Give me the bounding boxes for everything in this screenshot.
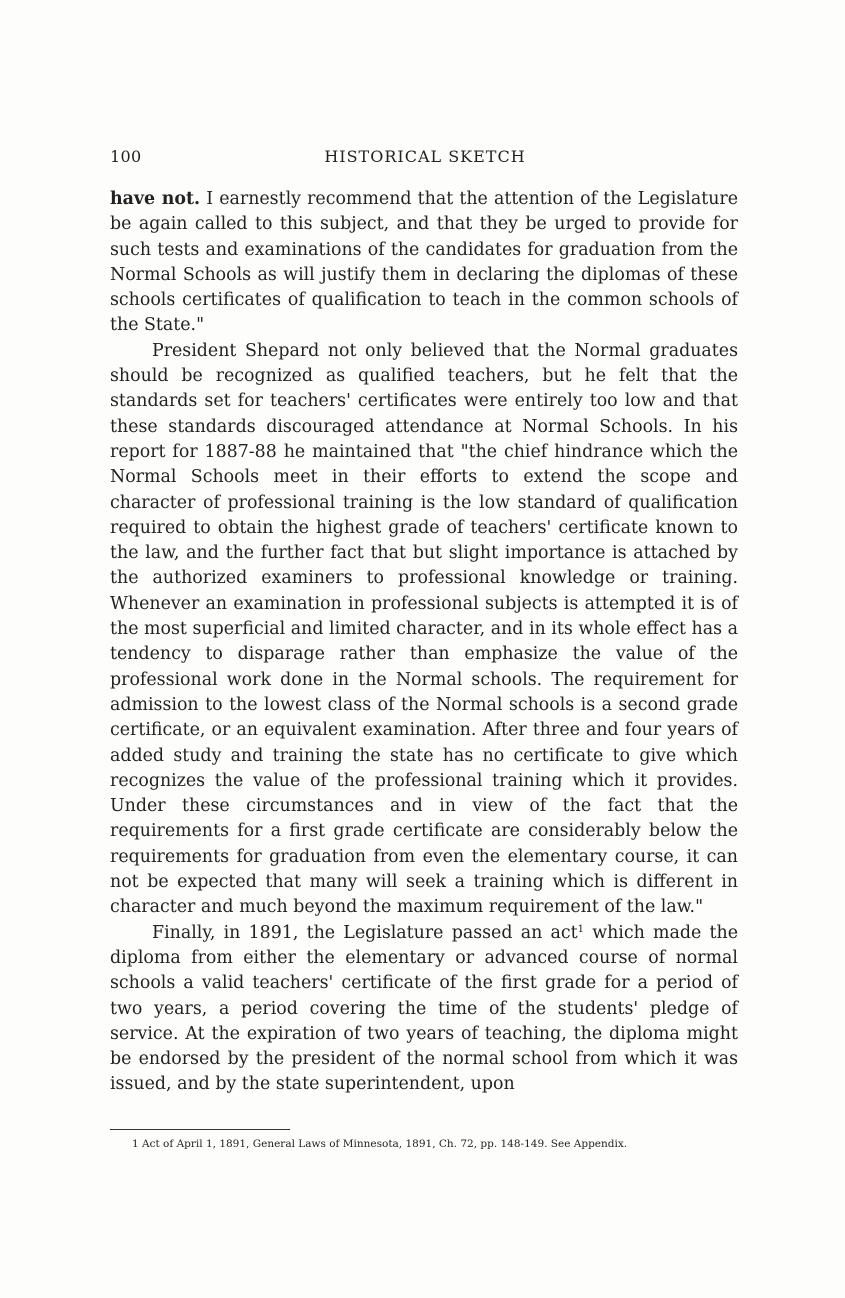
page-header (110, 147, 740, 173)
paragraph-1-lead: have not. (110, 189, 201, 209)
paragraph-3-text-before: Finally, in 1891, the Legislature passed an act (152, 922, 578, 943)
paragraph-1-text: I earnestly recommend that the attention of the Legislature be again called to this subject, and that they be urged to provide for such tests and examinations of the candidates for graduation from the Normal Schools as will justify them in declaring the diplomas of these schools certificates of qualification to teach in the common schools of the State." (110, 189, 738, 336)
footnote-text: Act of April 1, 1891, General Laws of Minnesota, 1891, Ch. 72, pp. 148-149. See Appendix. (138, 1138, 628, 1150)
paragraph-3 (110, 921, 738, 1098)
footnote-number: 1 (132, 1138, 139, 1150)
paragraph-3-text-after: which made the diploma from either the elementary or advanced course of normal schools a valid teachers' certificate of the first grade for a period of two years, a period covering the time of the students' pledge of service. At the expiration of two years of teaching, the diploma might be endorsed by the president of the normal school from which it was issued, and by the state superintendent, upon (110, 922, 738, 1095)
running-title: HISTORICAL SKETCH (324, 147, 526, 166)
paragraph-2-text: President Shepard not only believed that the Normal graduates should be recognized as qualified teachers, but he felt that the standards set for teachers' certificates were entirely too low and that these standards discouraged attendance at Normal Schools. In his report for 1887-88 he maintained that "the chief hindrance which the Normal Schools meet in their efforts to extend the scope and character of professional training is the low standard of qualification required to obtain the highest grade of teachers' certificate known to the law, and the further fact that but slight importance is attached by the authorized examiners to professional knowledge or training. Whenever an examination in professional subjects is attempted it is of the most superficial and limited character, and in its whole effect has a tendency to disparage rather than emphasize the value of the professional work done in the Normal schools. The requirement for admission to the lowest class of the Normal schools is a second grade certificate, or an equivalent examination. After three and four years of added study and training the state has no certificate to give which recognizes the value of the professional training which it provides. Under these circumstances and in view of the fact that the requirements for a first grade certificate are considerably below the requirements for graduation from even the elementary course, it can not be expected that many will seek a training which is different in character and much beyond the maximum requirement of the law." (110, 340, 738, 918)
paragraph-2 (110, 339, 738, 921)
page-number: 100 (110, 147, 142, 166)
body-text (110, 187, 738, 1098)
footnote-divider (110, 1129, 290, 1130)
footnote-reference[interactable]: 1 (577, 923, 584, 935)
footnote (110, 1137, 738, 1152)
paragraph-1 (110, 187, 738, 339)
